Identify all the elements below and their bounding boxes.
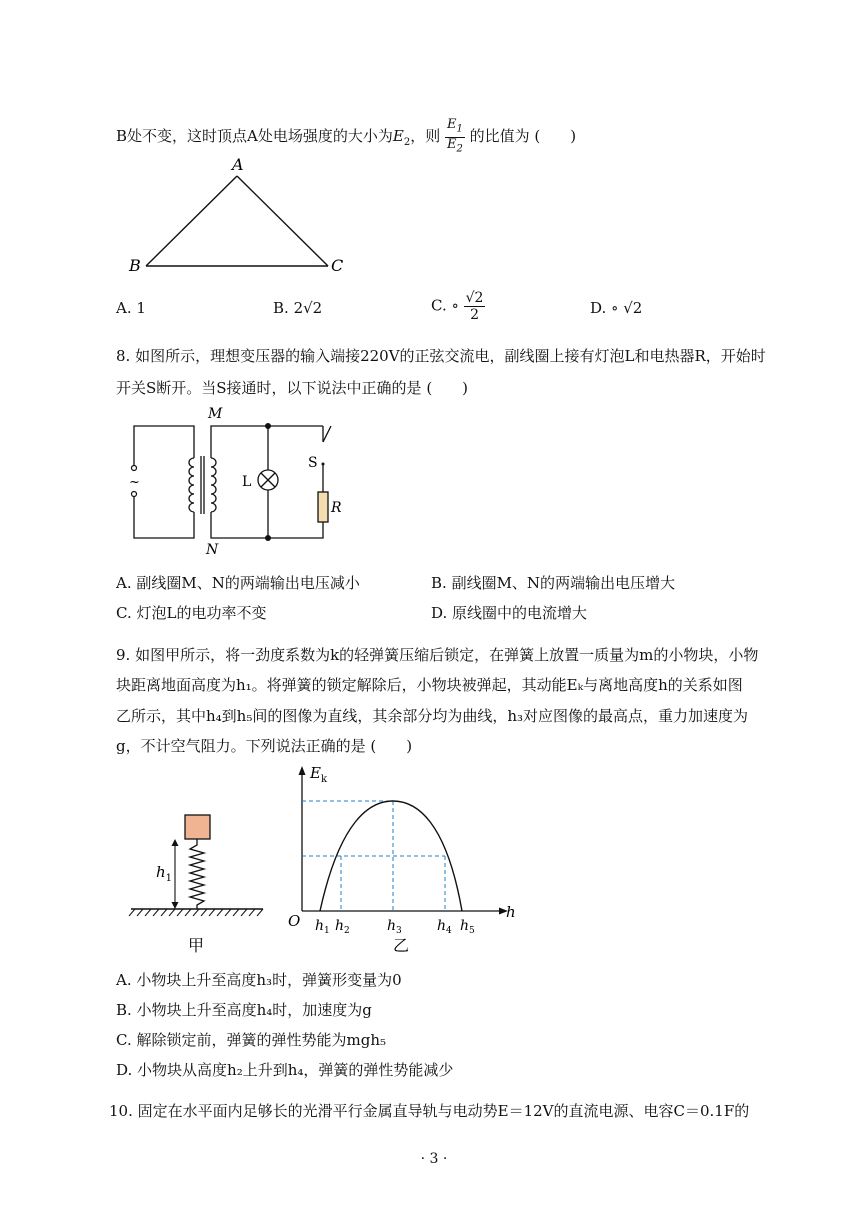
terminal-m-label: M [208, 406, 223, 422]
q8-stem-line1: 8. 如图所示，理想变压器的输入端接220V的正弦交流电，副线圈上接有灯泡L和电热器R，开始时 [116, 347, 766, 365]
vertex-c-label: C [331, 256, 344, 275]
primary-coil [189, 458, 194, 512]
q8-option-c[interactable]: C. 灯泡L的电功率不变 [116, 604, 267, 622]
q9-stem-line1: 9. 如图甲所示，将一劲度系数为k的轻弹簧压缩后锁定，在弹簧上放置一质量为m的小物块，小物 [116, 646, 759, 664]
lamp-icon [258, 470, 278, 490]
q9-option-d[interactable]: D. 小物块从高度h₂上升到h₄，弹簧的弹性势能减少 [116, 1061, 454, 1079]
q7-option-a[interactable]: A. 1 [116, 299, 146, 317]
q9-option-c[interactable]: C. 解除锁定前，弹簧的弹性势能为mgh₅ [116, 1031, 387, 1049]
vertex-b-label: B [129, 256, 141, 275]
resistor-icon [318, 492, 328, 522]
switch-blade [323, 426, 331, 442]
spring-icon [190, 839, 204, 909]
q7-option-d[interactable]: D. ∘ √2 [590, 299, 643, 317]
q10-stem-line1: 10. 固定在水平面内足够长的光滑平行金属直导轨与电动势E＝12V的直流电源、电容C＝0.1F的 [109, 1102, 750, 1120]
y-axis-label: $E_k$ [310, 764, 328, 785]
side-ac [237, 176, 328, 266]
junction-top [265, 423, 271, 429]
secondary-coil [211, 458, 216, 512]
q8-option-d[interactable]: D. 原线圈中的电流增大 [431, 604, 588, 622]
origin-label: O [288, 912, 301, 930]
page-number: · 3 · [420, 1151, 448, 1167]
tick-h2: $h_2$ [335, 918, 350, 936]
vertex-a-label: A [232, 155, 244, 174]
input-terminal-bottom [132, 492, 137, 497]
junction-bottom [265, 535, 271, 541]
spring-block-figure [125, 805, 270, 955]
tick-h5: $h_5$ [460, 918, 475, 936]
input-terminal-top [132, 466, 137, 471]
terminal-n-label: N [206, 542, 219, 558]
q9-stem-line2: 块距离地面高度为h₁。将弹簧的锁定解除后，小物块被弹起，其动能Eₖ与离地高度h的关系如图 [116, 676, 743, 694]
side-ab [146, 176, 237, 266]
transformer-circuit-figure [120, 400, 360, 560]
q8-stem-line2: 开关S断开。当S接通时，以下说法中正确的是 ( ) [116, 379, 469, 397]
figure-yi-caption: 乙 [393, 936, 410, 955]
tick-h3: $h_3$ [387, 918, 402, 936]
q7-option-b[interactable]: B. 2√2 [273, 299, 323, 317]
ac-source-symbol: ~ [129, 475, 140, 490]
q9-option-a[interactable]: A. 小物块上升至高度h₃时，弹簧形变量为0 [116, 971, 402, 989]
x-axis-label: h [506, 903, 516, 921]
q8-option-a[interactable]: A. 副线圈M、N的两端输出电压减小 [116, 574, 360, 592]
q9-stem-line3: 乙所示，其中h₄到h₅间的图像为直线，其余部分均为曲线，h₃对应图像的最高点，重力加速度为 [116, 707, 749, 725]
lamp-label: L [242, 474, 252, 490]
q9-stem-line4: g，不计空气阻力。下列说法正确的是 ( ) [116, 737, 413, 755]
block-icon [185, 815, 210, 839]
q7-stem: B处不变，这时顶点A处电场强度的大小为$E_2$，则 $\frac{E_1}{E_2}$ 的比值为 ( ) [116, 117, 577, 155]
q7-option-c[interactable]: C. ∘ $\frac{√2}{2}$ [431, 290, 484, 323]
tick-h1: $h_1$ [315, 918, 330, 936]
figure-jia-caption: 甲 [188, 936, 205, 955]
tick-h4: $h_4$ [437, 918, 452, 936]
h1-label: $h_1$ [156, 863, 173, 884]
ratio-fraction: $\frac{E_1}{E_2}$ [446, 117, 463, 155]
q8-option-b[interactable]: B. 副线圈M、N的两端输出电压增大 [431, 574, 676, 592]
triangle-figure [125, 150, 355, 280]
q9-option-b[interactable]: B. 小物块上升至高度h₄时，加速度为g [116, 1001, 372, 1019]
ek-h-graph [280, 760, 525, 960]
switch-label: S [308, 455, 318, 471]
resistor-label: R [331, 500, 342, 516]
